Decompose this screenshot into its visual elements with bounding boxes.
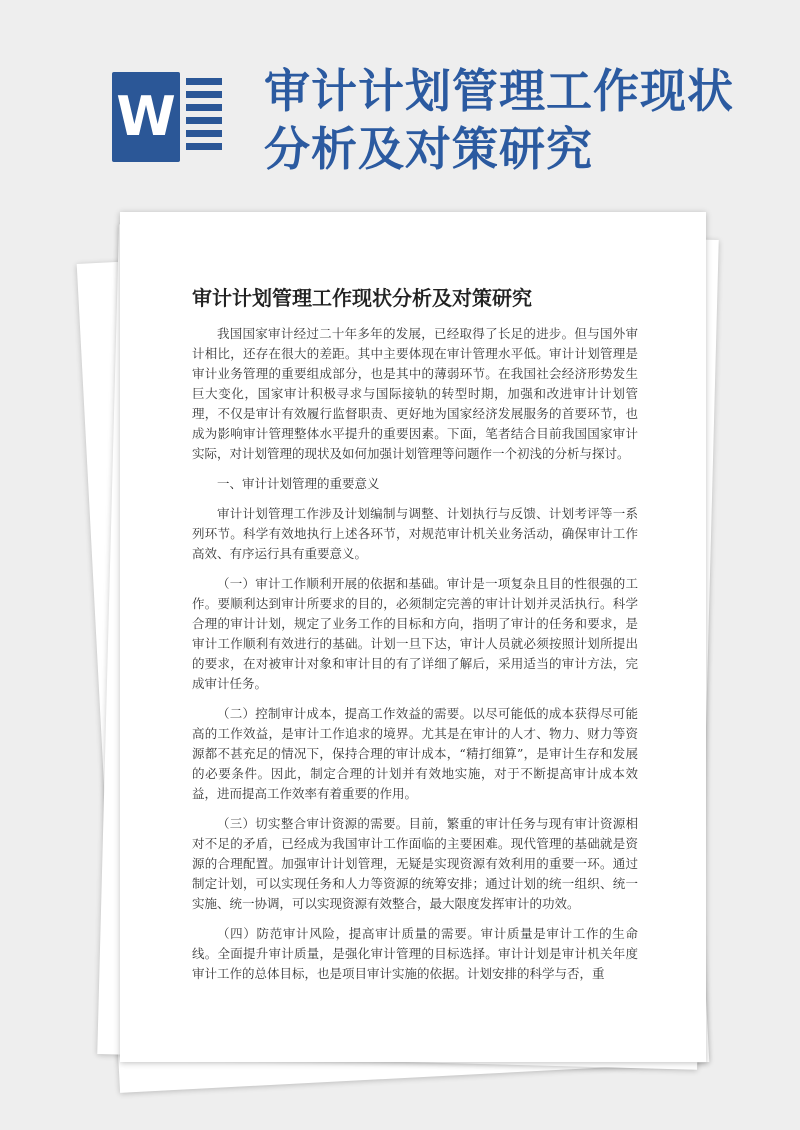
document-title: 审计计划管理工作现状分析及对策研究 xyxy=(192,286,532,310)
paragraph: （一）审计工作顺利开展的依据和基础。审计是一项复杂且目的性很强的工作。要顺利达到审计所要求的目的，必须制定完善的审计计划并灵活执行。科学合理的审计计划，规定了业务工作的目标和方向，指明了审计的任务和要求，是审计工作顺利有效进行的基础。计划一旦下达，审计人员就必须按照计划所提出的要求，在对被审计对象和审计目的有了详细了解后，采用适当的审计方法，完成审计任务。 xyxy=(192,576,638,691)
document-body xyxy=(192,324,638,994)
document-page xyxy=(120,212,706,1062)
word-document-icon xyxy=(112,72,224,162)
banner-title: 审计计划管理工作现状分析及对策研究 xyxy=(264,64,734,176)
paragraph-intro: 我国国家审计经过二十年多年的发展，已经取得了长足的进步。但与国外审计相比，还存在很大的差距。其中主要体现在审计管理水平低。审计计划管理是审计业务管理的重要组成部分，也是其中的薄弱环节。在我国社会经济形势发生巨大变化，国家审计积极寻求与国际接轨的转型时期，加强和改进审计计划管理，不仅是审计有效履行监督职责、更好地为国家经济发展服务的首要环节，也成为影响审计管理整体水平提升的重要因素。下面，笔者结合目前我国国家审计实际，对计划管理的现状及如何加强计划管理等问题作一个初浅的分析与探讨。 xyxy=(192,326,638,461)
paragraph: 审计计划管理工作涉及计划编制与调整、计划执行与反馈、计划考评等一系列环节。科学有效地执行上述各环节，对规范审计机关业务活动，确保审计工作高效、有序运行具有重要意义。 xyxy=(192,506,638,561)
paragraph: （四）防范审计风险，提高审计质量的需要。审计质量是审计工作的生命线。全面提升审计质量，是强化审计管理的目标选择。审计计划是审计机关年度审计工作的总体目标，也是项目审计实施的依据。计划安排的科学与否，重 xyxy=(192,926,638,981)
paragraph: （二）控制审计成本，提高工作效益的需要。以尽可能低的成本获得尽可能高的工作效益，是审计工作追求的境界。尤其是在审计的人才、物力、财力等资源都不甚充足的情况下，保持合理的审计成本，“精打细算”，是审计生存和发展的必要条件。因此，制定合理的计划并有效地实施，对于不断提高审计成本效益，进而提高工作效率有着重要的作用。 xyxy=(192,706,638,801)
section-heading: 一、审计计划管理的重要意义 xyxy=(217,476,380,491)
paragraph: （三）切实整合审计资源的需要。目前，繁重的审计任务与现有审计资源相对不足的矛盾，已经成为我国审计工作面临的主要困难。现代管理的基础就是资源的合理配置。加强审计计划管理，无疑是实现资源有效利用的重要一环。通过制定计划，可以实现任务和人力等资源的统筹安排；通过计划的统一组织、统一实施、统一协调，可以实现资源有效整合，最大限度发挥审计的功效。 xyxy=(192,816,638,911)
header-banner xyxy=(0,0,800,210)
word-lines-graphic xyxy=(186,78,222,156)
word-letter: W xyxy=(112,72,180,162)
